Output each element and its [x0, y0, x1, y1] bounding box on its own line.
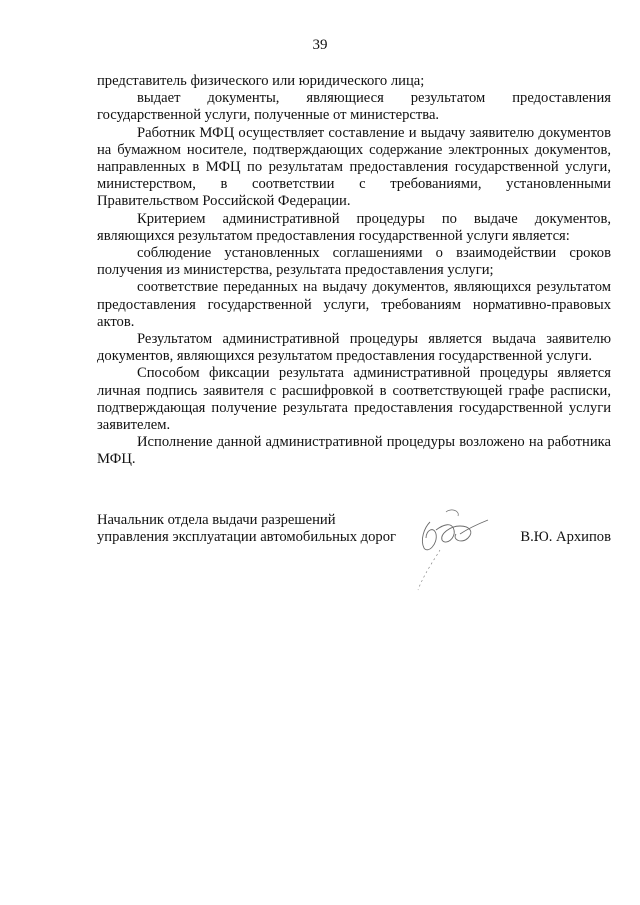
paragraph: соответствие переданных на выдачу документов, являющихся результатом предоставления государственной услуги, требованиям нормативно-правовых актов.: [97, 279, 611, 330]
handwritten-signature: [400, 500, 500, 600]
document-body: [97, 73, 611, 469]
paragraph: Способом фиксации результата административной процедуры является личная подпись заявителя с расшифровкой в соответствующей графе расписки, подтверждающая получение результата предоставления государственной услуги заявителем.: [97, 365, 611, 434]
signer-name: В.Ю. Архипов: [520, 529, 611, 546]
paragraph: Работник МФЦ осуществляет составление и выдачу заявителю документов на бумажном носителе, подтверждающих содержание электронных документов, направленных в МФЦ по результатам предоставления государственной услуги, министерством, в соответствии с требованиями, установленными Правительством Российской Федерации.: [97, 124, 611, 210]
signer-position-text: управления эксплуатации автомобильных дорог: [97, 529, 396, 546]
paragraph: соблюдение установленных соглашениями о взаимодействии сроков получения из министерства, результата предоставления услуги;: [97, 245, 611, 279]
signer-position-line: [97, 512, 611, 529]
signer-position-line: [97, 529, 611, 546]
paragraph: Критерием административной процедуры по выдаче документов, являющихся результатом предоставления государственной услуги является:: [97, 210, 611, 244]
paragraph: Исполнение данной административной процедуры возложено на работника МФЦ.: [97, 434, 611, 468]
paragraph: представитель физического или юридического лица;: [97, 73, 425, 89]
page-number: 39: [312, 37, 328, 53]
paragraph: выдает документы, являющиеся результатом предоставления государственной услуги, полученные от министерства.: [97, 90, 611, 124]
paragraph: Результатом административной процедуры является выдача заявителю документов, являющихся результатом предоставления государственной услуги.: [97, 331, 611, 365]
signer-position-text: Начальник отдела выдачи разрешений: [97, 512, 336, 528]
signature-block: [97, 512, 611, 546]
